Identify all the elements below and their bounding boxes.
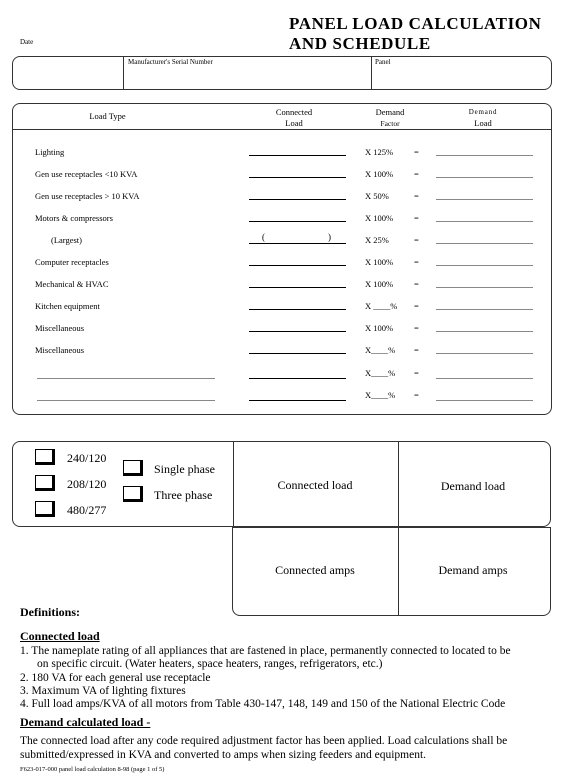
demand-text-2: submitted/expressed in KVA and converted to amps when sizing feeders and equipment. — [20, 749, 427, 761]
definitions-heading: Definitions: — [20, 605, 80, 619]
voltage-480-277-label: 480/277 — [67, 503, 107, 517]
connected-load-field[interactable] — [249, 199, 346, 200]
demand-factor: X 100% — [365, 257, 394, 267]
connected-load-field[interactable] — [249, 378, 346, 379]
paren-close: ) — [328, 232, 331, 242]
equals-sign: = — [414, 235, 419, 245]
col-demand-load: Demand Load — [468, 108, 498, 128]
title-line-1: PANEL LOAD CALCULATION — [289, 14, 542, 33]
definition-item-2: 2. 180 VA for each general use receptacle — [20, 672, 211, 684]
equals-sign: = — [414, 368, 419, 378]
connected-load-field[interactable] — [249, 221, 346, 222]
serial-number-label: Manufacturer's Serial Number — [128, 58, 213, 66]
definition-item-4: 4. Full load amps/KVA of all motors from Table 430-147, 148, 149 and 150 of the National Electric Code — [20, 698, 506, 710]
col-demand-factor: Demand Factor — [375, 107, 405, 128]
form-title — [289, 14, 542, 54]
equals-sign: = — [414, 257, 419, 267]
three-phase-label: Three phase — [154, 488, 213, 502]
connected-amps-cell[interactable]: Connected amps — [275, 563, 355, 577]
connected-load-field[interactable] — [249, 265, 346, 266]
demand-factor: X 100% — [365, 169, 394, 179]
demand-load-cell[interactable]: Demand load — [440, 479, 506, 493]
demand-load-field[interactable] — [436, 221, 533, 222]
panel-divider — [371, 57, 372, 90]
connected-load-field[interactable] — [249, 177, 346, 178]
demand-load-field[interactable] — [436, 378, 533, 379]
connected-load-field[interactable] — [249, 287, 346, 288]
connected-load-field[interactable] — [249, 309, 346, 310]
demand-factor: X 100% — [365, 279, 394, 289]
equals-sign: = — [414, 323, 419, 333]
serial-number-field[interactable] — [125, 67, 369, 89]
demand-factor: X 100% — [365, 213, 394, 223]
serial-divider — [123, 57, 124, 90]
load-type-field[interactable] — [37, 378, 215, 379]
connected-load-field[interactable] — [249, 155, 346, 156]
demand-load-field[interactable] — [436, 199, 533, 200]
demand-factor: X ____% — [365, 301, 398, 311]
connected-load-cell[interactable]: Connected load — [277, 478, 353, 492]
voltage-208-120-label: 208/120 — [67, 477, 107, 491]
form-footer: F623-017-000 panel load calculation 8-98 (page 1 of 5) — [20, 766, 165, 773]
demand-load-field[interactable] — [436, 177, 533, 178]
row-label-kitchen: Kitchen equipment — [35, 301, 100, 311]
definition-item-1a: 1. The nameplate rating of all appliances that are fastened in place, permanently connected to located to be — [20, 645, 511, 657]
connected-load-field[interactable] — [249, 400, 346, 401]
demand-text-1: The connected load after any code required adjustment factor has been applied. Load calculations shall be — [20, 735, 508, 747]
definition-item-1b: on specific circuit. (Water heaters, space heaters, ranges, refrigerators, etc.) — [37, 658, 383, 670]
demand-factor: X____% — [365, 368, 396, 378]
demand-factor: X____% — [365, 390, 396, 400]
connected-load-field[interactable] — [249, 353, 346, 354]
row-label-mechanical: Mechanical & HVAC — [35, 279, 109, 289]
table-header-divider — [13, 129, 551, 130]
row-label-misc-2: Miscellaneous — [35, 345, 85, 355]
demand-load-field[interactable] — [436, 331, 533, 332]
demand-factor: X 100% — [365, 323, 394, 333]
demand-load-field[interactable] — [436, 243, 533, 244]
demand-load-field[interactable] — [436, 265, 533, 266]
panel-label: Panel — [375, 58, 391, 66]
voltage-240-120-label: 240/120 — [67, 451, 107, 465]
row-label-motors: Motors & compressors — [35, 213, 113, 223]
row-label-largest: (Largest) — [51, 235, 82, 245]
equals-sign: = — [414, 345, 419, 355]
row-label-lighting: Lighting — [35, 147, 65, 157]
demand-factor: X 125% — [365, 147, 394, 157]
col-connected-load: Connected Load — [275, 107, 313, 128]
single-phase-label: Single phase — [154, 462, 215, 476]
equals-sign: = — [414, 147, 419, 157]
equals-sign: = — [414, 279, 419, 289]
row-label-gen-use-gt10: Gen use receptacles > 10 KVA — [35, 191, 140, 201]
date-label: Date — [20, 38, 34, 46]
row-label-misc-1: Miscellaneous — [35, 323, 85, 333]
demand-load-field[interactable] — [436, 309, 533, 310]
equals-sign: = — [414, 191, 419, 201]
row-label-gen-use-lt10: Gen use receptacles <10 KVA — [35, 169, 138, 179]
demand-load-heading: Demand calculated load - — [20, 715, 151, 729]
equals-sign: = — [414, 213, 419, 223]
demand-factor: X 25% — [365, 235, 389, 245]
row-label-computer: Computer receptacles — [35, 257, 109, 267]
demand-factor: X____% — [365, 345, 396, 355]
demand-load-field[interactable] — [436, 353, 533, 354]
connected-load-field[interactable] — [249, 243, 346, 244]
checkbox-208-120[interactable] — [35, 475, 55, 491]
load-type-field[interactable] — [37, 400, 215, 401]
equals-sign: = — [414, 301, 419, 311]
connected-load-heading: Connected load — [20, 629, 100, 643]
col-load-type: Load Type — [89, 111, 126, 121]
equals-sign: = — [414, 169, 419, 179]
definition-item-3: 3. Maximum VA of lighting fixtures — [20, 685, 186, 697]
checkbox-240-120[interactable] — [35, 449, 55, 465]
demand-load-field[interactable] — [436, 287, 533, 288]
title-line-2: AND SCHEDULE — [289, 34, 431, 53]
paren-open: ( — [262, 232, 265, 242]
demand-amps-cell[interactable]: Demand amps — [438, 563, 508, 577]
checkbox-480-277[interactable] — [35, 501, 55, 517]
demand-load-field[interactable] — [436, 400, 533, 401]
checkbox-single-phase[interactable] — [123, 460, 143, 476]
serial-panel-box — [12, 56, 552, 90]
demand-factor: X 50% — [365, 191, 389, 201]
panel-field[interactable] — [373, 67, 549, 89]
checkbox-three-phase[interactable] — [123, 486, 143, 502]
equals-sign: = — [414, 390, 419, 400]
connected-load-field[interactable] — [249, 331, 346, 332]
demand-load-field[interactable] — [436, 155, 533, 156]
